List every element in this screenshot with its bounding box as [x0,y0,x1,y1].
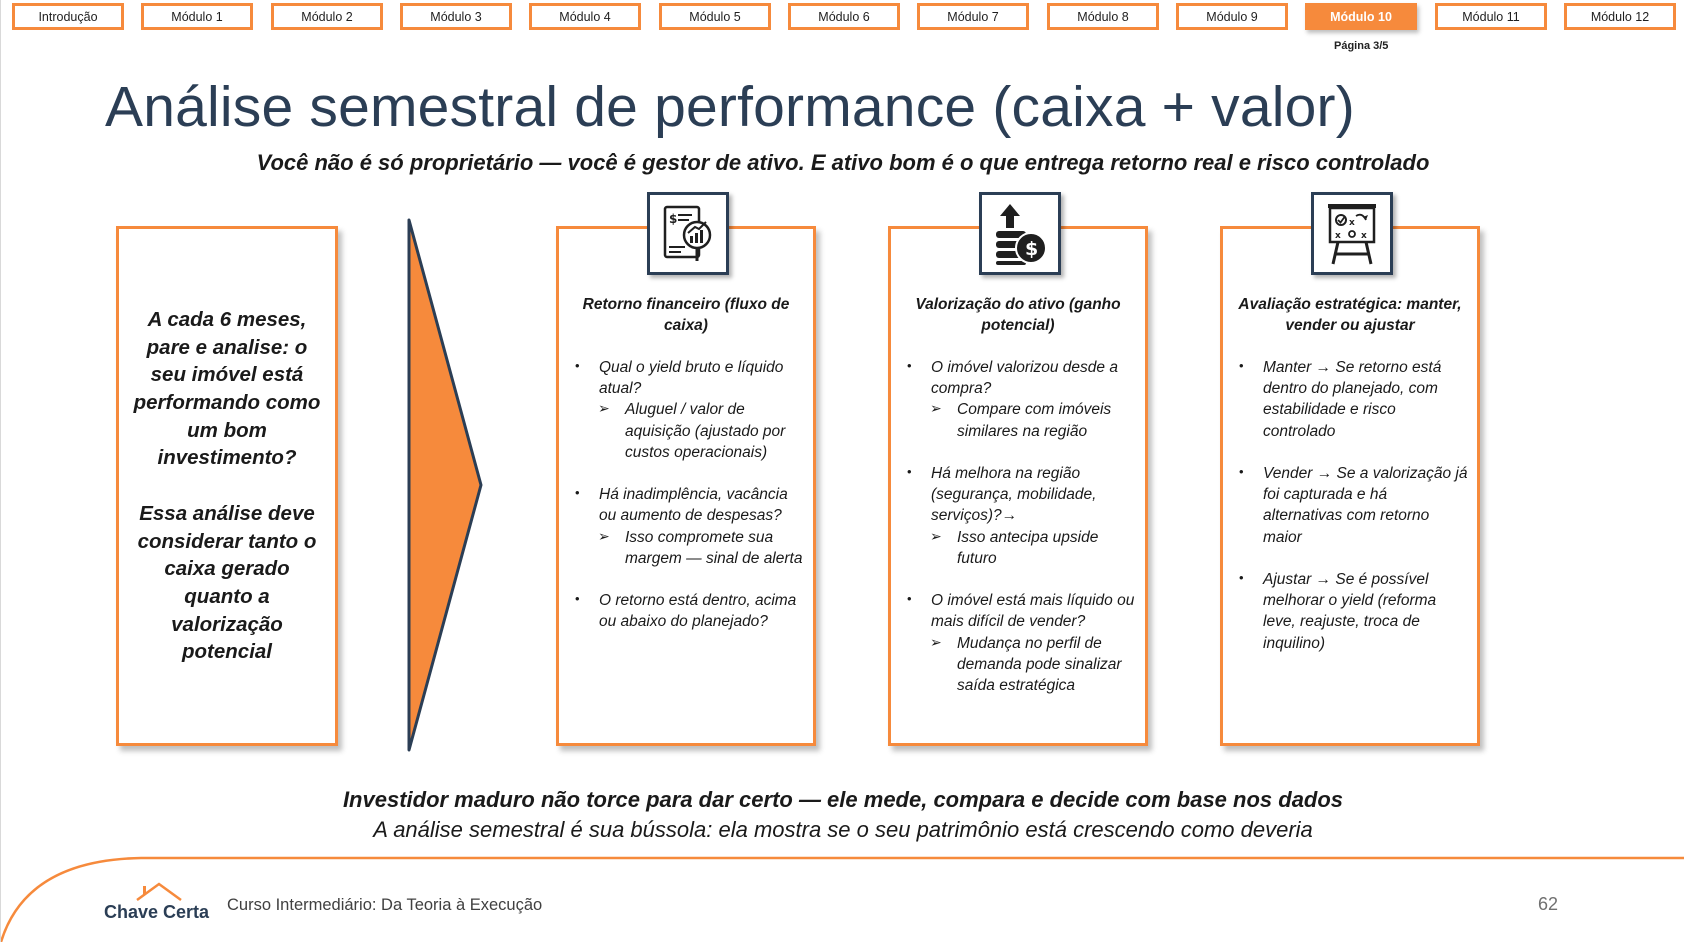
card-title: Avaliação estratégica: manter, vender ou ajustar [1238,296,1462,334]
sub-item [903,527,1137,569]
nav-modulo-3[interactable]: Módulo 3 [400,3,512,30]
arrow-bullet-icon: ➢ [930,400,942,417]
intro-box [116,226,338,746]
page-subtitle: Você não é só proprietário — você é gestor de ativo. E ativo bom é o que entrega retorno real e risco controlado [256,150,1430,175]
nav-modulo-1[interactable]: Módulo 1 [141,3,253,30]
list-item: • O imóvel valorizou desde a compra? [903,357,1137,399]
page-number: 62 [1538,894,1559,914]
card-strategic-evaluation [1220,217,1480,746]
sub-item-text: Isso compromete sua margem — sinal de alerta [625,528,803,567]
sub-item-text: Mudança no perfil de demanda pode sinalizar saída estratégica [957,634,1122,695]
card-title: Valorização do ativo (ganho potencial) [915,296,1121,334]
svg-text:$: $ [669,211,678,226]
list-item: • O imóvel está mais líquido ou mais difícil de vender? [903,590,1137,632]
sub-item-text: Isso antecipa upside futuro [957,528,1099,567]
card-asset-valuation [888,226,1148,746]
list-item: • Vender → Se a valorização já foi capturada e há alternativas com retorno maior [1235,463,1469,548]
nav-modulo-9[interactable]: Módulo 9 [1176,3,1288,30]
nav-introducao[interactable]: Introdução [12,3,124,30]
strategy-board-icon [1311,192,1393,275]
sub-item [571,527,805,569]
sub-item [903,399,1137,441]
conclusion-subline: A análise semestral é sua bússola: ela mostra se o seu patrimônio está crescendo como deveria [373,817,1313,842]
list-item: • Manter → Se retorno está dentro do planejado, com estabilidade e risco controlado [1235,357,1469,442]
sub-item-text: Compare com imóveis similares na região [957,401,1112,440]
nav-modulo-10[interactable]: Módulo 10 [1305,3,1417,30]
nav-modulo-7[interactable]: Módulo 7 [917,3,1029,30]
arrow-bullet-icon: ➢ [598,527,610,544]
card-body [571,357,805,633]
arrow-bullet-icon: ➢ [598,400,610,417]
sub-item-text: Aluguel / valor de aquisição (ajustado por custos operacionais) [625,401,786,461]
arrow-bullet-icon: ➢ [930,633,942,650]
conclusion-headline: Investidor maduro não torce para dar certo — ele mede, compara e decide com base nos dados [342,787,1344,812]
intro-question: A cada 6 meses, pare e analise: o seu imóvel está performando como um bom investimento? [133,307,321,470]
coins-arrow-up-icon [979,192,1061,275]
card-financial-return [556,211,816,746]
nav-modulo-2[interactable]: Módulo 2 [271,3,383,30]
card-body [903,357,1137,696]
intro-statement: Essa análise deve considerar tanto o caixa gerado quanto a valorização potencial [137,502,317,664]
course-name: Curso Intermediário: Da Teoria à Execução [227,896,543,914]
sub-item [903,633,1137,697]
list-item: • Há melhora na região (segurança, mobilidade, serviços)?→ [903,463,1137,527]
nav-modulo-11[interactable]: Módulo 11 [1435,3,1547,30]
page-title: Análise semestral de performance (caixa + valor) [105,75,1355,139]
svg-text:$: $ [1025,237,1039,260]
nav-modulo-4[interactable]: Módulo 4 [529,3,641,30]
svg-text:x: x [1349,217,1355,228]
brand-logo-text: Chave Certa [104,902,210,922]
nav-modulo-8[interactable]: Módulo 8 [1047,3,1159,30]
list-item: • Ajustar → Se é possível melhorar o yield (reforma leve, reajuste, troca de inquilino) [1235,569,1469,654]
card-title: Retorno financeiro (fluxo de caixa) [582,296,790,334]
list-item: • Há inadimplência, vacância ou aumento de despesas? [571,484,805,526]
list-item: • O retorno está dentro, acima ou abaixo do planejado? [571,590,805,632]
arrow-bullet-icon: ➢ [930,527,942,544]
module-nav [12,3,1680,30]
svg-text:x: x [1335,230,1341,241]
page-indicator: Página 3/5 [1334,40,1389,52]
sub-item [571,399,805,463]
nav-modulo-6[interactable]: Módulo 6 [788,3,900,30]
nav-modulo-12[interactable]: Módulo 12 [1564,3,1676,30]
nav-modulo-5[interactable]: Módulo 5 [659,3,771,30]
financial-report-icon [647,192,729,275]
list-item: • Qual o yield bruto e líquido atual? [571,357,805,399]
chevron-arrow [405,218,485,752]
card-body [1235,357,1469,654]
svg-text:x: x [1361,230,1367,241]
